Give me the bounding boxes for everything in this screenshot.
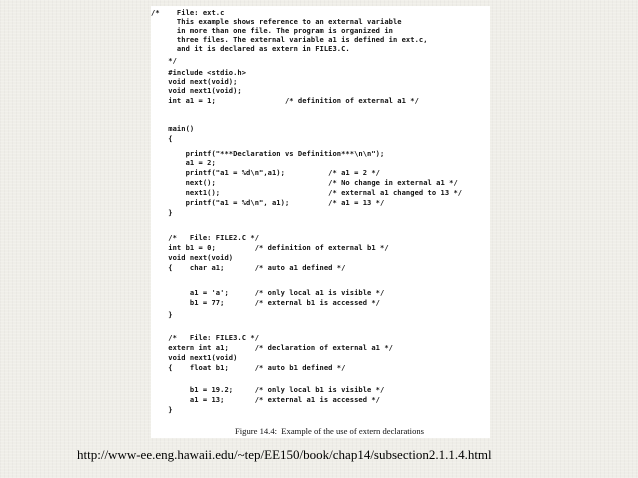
code-line: and it is declared as extern in FILE3.C.	[151, 44, 350, 53]
code-line: int b1 = 0; /* definition of external b1 */	[151, 243, 389, 252]
code-line: next1(); /* external a1 changed to 13 */	[151, 188, 463, 197]
code-line: {	[151, 134, 173, 143]
code-line: }	[151, 405, 173, 414]
code-line: main()	[151, 124, 195, 133]
code-line: /* File: FILE2.C */	[151, 233, 260, 242]
code-line	[151, 374, 490, 383]
code-line: extern int a1; /* declaration of external a1 */	[151, 343, 393, 352]
code-line: printf("a1 = %d\n", a1); /* a1 = 13 */	[151, 198, 385, 207]
code-figure	[151, 6, 490, 438]
source-url: http://www-ee.eng.hawaii.edu/~tep/EE150/book/chap14/subsection2.1.1.4.html	[77, 447, 492, 462]
code-line: void next(void)	[151, 253, 234, 262]
code-line: { float b1; /* auto b1 defined */	[151, 363, 346, 372]
code-line: a1 = 13; /* external a1 is accessed */	[151, 395, 381, 404]
code-line: void next1(void)	[151, 353, 238, 362]
code-line: printf("***Declaration vs Definition***\n\n");	[151, 149, 385, 158]
code-line: /* File: FILE3.C */	[151, 333, 260, 342]
code-line: }	[151, 310, 173, 319]
code-line: This example shows reference to an external variable	[151, 17, 402, 26]
code-line: in more than one file. The program is organized in	[151, 26, 393, 35]
code-line: b1 = 19.2; /* only local b1 is visible */	[151, 385, 385, 394]
code-line	[151, 224, 490, 233]
code-line: a1 = 2;	[151, 158, 216, 167]
code-line	[151, 112, 490, 121]
code-line: void next(void);	[151, 77, 238, 86]
code-line: */	[151, 56, 177, 65]
code-line: #include <stdio.h>	[151, 68, 247, 77]
figure-caption: Figure 14.4: Example of the use of extern declarations	[235, 426, 425, 436]
code-line: next(); /* No change in external a1 */	[151, 178, 458, 187]
code-line: a1 = 'a'; /* only local a1 is visible */	[151, 288, 385, 297]
code-line: three files. The external variable a1 is defined in ext.c,	[151, 35, 428, 44]
code-line: { char a1; /* auto a1 defined */	[151, 263, 346, 272]
code-line: printf("a1 = %d\n",a1); /* a1 = 2 */	[151, 168, 381, 177]
code-line: int a1 = 1; /* definition of external a1 */	[151, 96, 419, 105]
code-line	[151, 322, 490, 331]
code-line: b1 = 77; /* external b1 is accessed */	[151, 298, 381, 307]
code-line: /* File: ext.c	[151, 8, 225, 17]
code-line	[151, 274, 490, 283]
code-line: void next1(void);	[151, 86, 242, 95]
code-line: }	[151, 208, 173, 217]
